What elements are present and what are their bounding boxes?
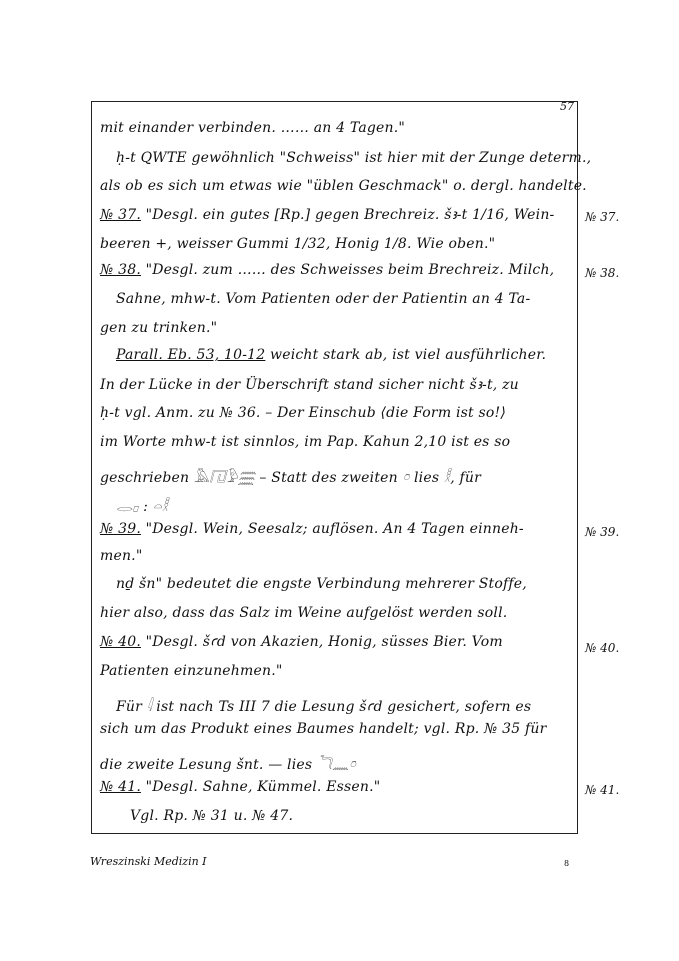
manuscript-line (100, 405, 506, 421)
manuscript-line (116, 576, 527, 592)
recipe-heading: № 37. (100, 207, 141, 223)
manuscript-line (100, 236, 495, 252)
line-text: nḏ šn" bedeutet die engste Verbindung mehrerer Stoffe, (116, 576, 527, 592)
line-text: mit einander verbinden. …… an 4 Tagen." (100, 120, 406, 136)
line-text: "Desgl. zum …… des Schweisses beim Brechreiz. Milch, (140, 262, 555, 278)
recipe-heading: № 41. (100, 779, 141, 795)
manuscript-line (116, 291, 530, 307)
line-text: im Worte mhw-t ist sinnlos, im Pap. Kahun 2,10 ist es so (100, 434, 511, 450)
line-text: ḥ-t vgl. Anm. zu № 36. – Der Einschub ⟨die Form ist so!⟩ (100, 405, 506, 421)
manuscript-line (100, 377, 519, 393)
margin-recipe-label: № 40. (585, 641, 620, 655)
line-text: "Desgl. Wein, Seesalz; auflösen. An 4 Tagen einneh- (140, 521, 524, 537)
manuscript-line (100, 605, 507, 621)
line-text: hier also, dass das Salz im Weine aufgelöst werden soll. (100, 605, 508, 621)
line-text: ḥ-t QWTE gewöhnlich "Schweiss" ist hier mit der Zunge determ., (116, 150, 592, 166)
margin-recipe-label: № 39. (585, 525, 620, 539)
manuscript-line (100, 521, 524, 537)
manuscript-line (116, 150, 591, 166)
margin-recipe-label: № 38. (585, 266, 620, 280)
line-text: "Desgl. Sahne, Kümmel. Essen." (140, 779, 381, 795)
line-text: geschrieben 𓅓𓉔𓅱𓈗 – Statt des zweiten 𓏌 lies 𓎛, für (100, 470, 482, 486)
manuscript-line (130, 808, 293, 824)
line-text: men." (100, 548, 143, 564)
line-text: beeren +, weisser Gummi 1/32, Honig 1/8. Wie oben." (100, 236, 496, 252)
manuscript-line (100, 750, 356, 774)
line-text: "Desgl. ein gutes [Rp.] gegen Brechreiz. šꜣ-t 1/16, Wein- (140, 207, 555, 223)
manuscript-line (100, 207, 554, 223)
manuscript-line (100, 779, 380, 795)
line-text: Sahne, mhw-t. Vom Patienten oder der Patientin an 4 Ta- (116, 291, 531, 307)
recipe-heading: № 39. (100, 521, 141, 537)
manuscript-line (100, 663, 282, 679)
line-text: Vgl. Rp. № 31 u. № 47. (130, 808, 294, 824)
manuscript-line (100, 434, 510, 450)
recipe-heading: № 40. (100, 634, 141, 650)
line-text: sich um das Produkt eines Baumes handelt; vgl. Rp. № 35 für (100, 721, 547, 737)
manuscript-line (116, 692, 531, 716)
margin-recipe-label: № 37. (585, 210, 620, 224)
line-text: Patienten einzunehmen." (100, 663, 283, 679)
recipe-heading: № 38. (100, 262, 141, 278)
manuscript-line (100, 262, 554, 278)
line-text: Für 𓇋 ist nach Ts III 7 die Lesung šꜥd gesichert, sofern es (116, 699, 532, 715)
manuscript-line (100, 120, 405, 136)
line-text: 𓂋𓊪 : 𓏏𓎛 (116, 499, 169, 515)
footer-sheet-number: 8 (564, 859, 570, 868)
manuscript-line (100, 634, 503, 650)
manuscript-line (100, 463, 481, 487)
manuscript-line (100, 548, 142, 564)
line-text: die zweite Lesung šnt. — lies 𓆓𓈖𓏌 (100, 757, 356, 773)
manuscript-line (116, 347, 546, 363)
manuscript-line (100, 721, 546, 737)
manuscript-line (116, 492, 168, 516)
recipe-heading: Parall. Eb. 53, 10-12 (116, 347, 266, 363)
manuscript-line (100, 178, 587, 194)
manuscript-line (100, 320, 217, 336)
footer-title: Wreszinski Medizin I (90, 855, 207, 868)
page-number: 57 (560, 100, 574, 113)
line-text: "Desgl. šꜥd von Akazien, Honig, süsses Bier. Vom (140, 634, 503, 650)
line-text: als ob es sich um etwas wie "üblen Geschmack" o. dergl. handelte. (100, 178, 587, 194)
line-text: gen zu trinken." (100, 320, 218, 336)
margin-recipe-label: № 41. (585, 783, 620, 797)
line-text: weicht stark ab, ist viel ausführlicher. (265, 347, 547, 363)
line-text: In der Lücke in der Überschrift stand sicher nicht šꜣ-t, zu (100, 377, 519, 393)
